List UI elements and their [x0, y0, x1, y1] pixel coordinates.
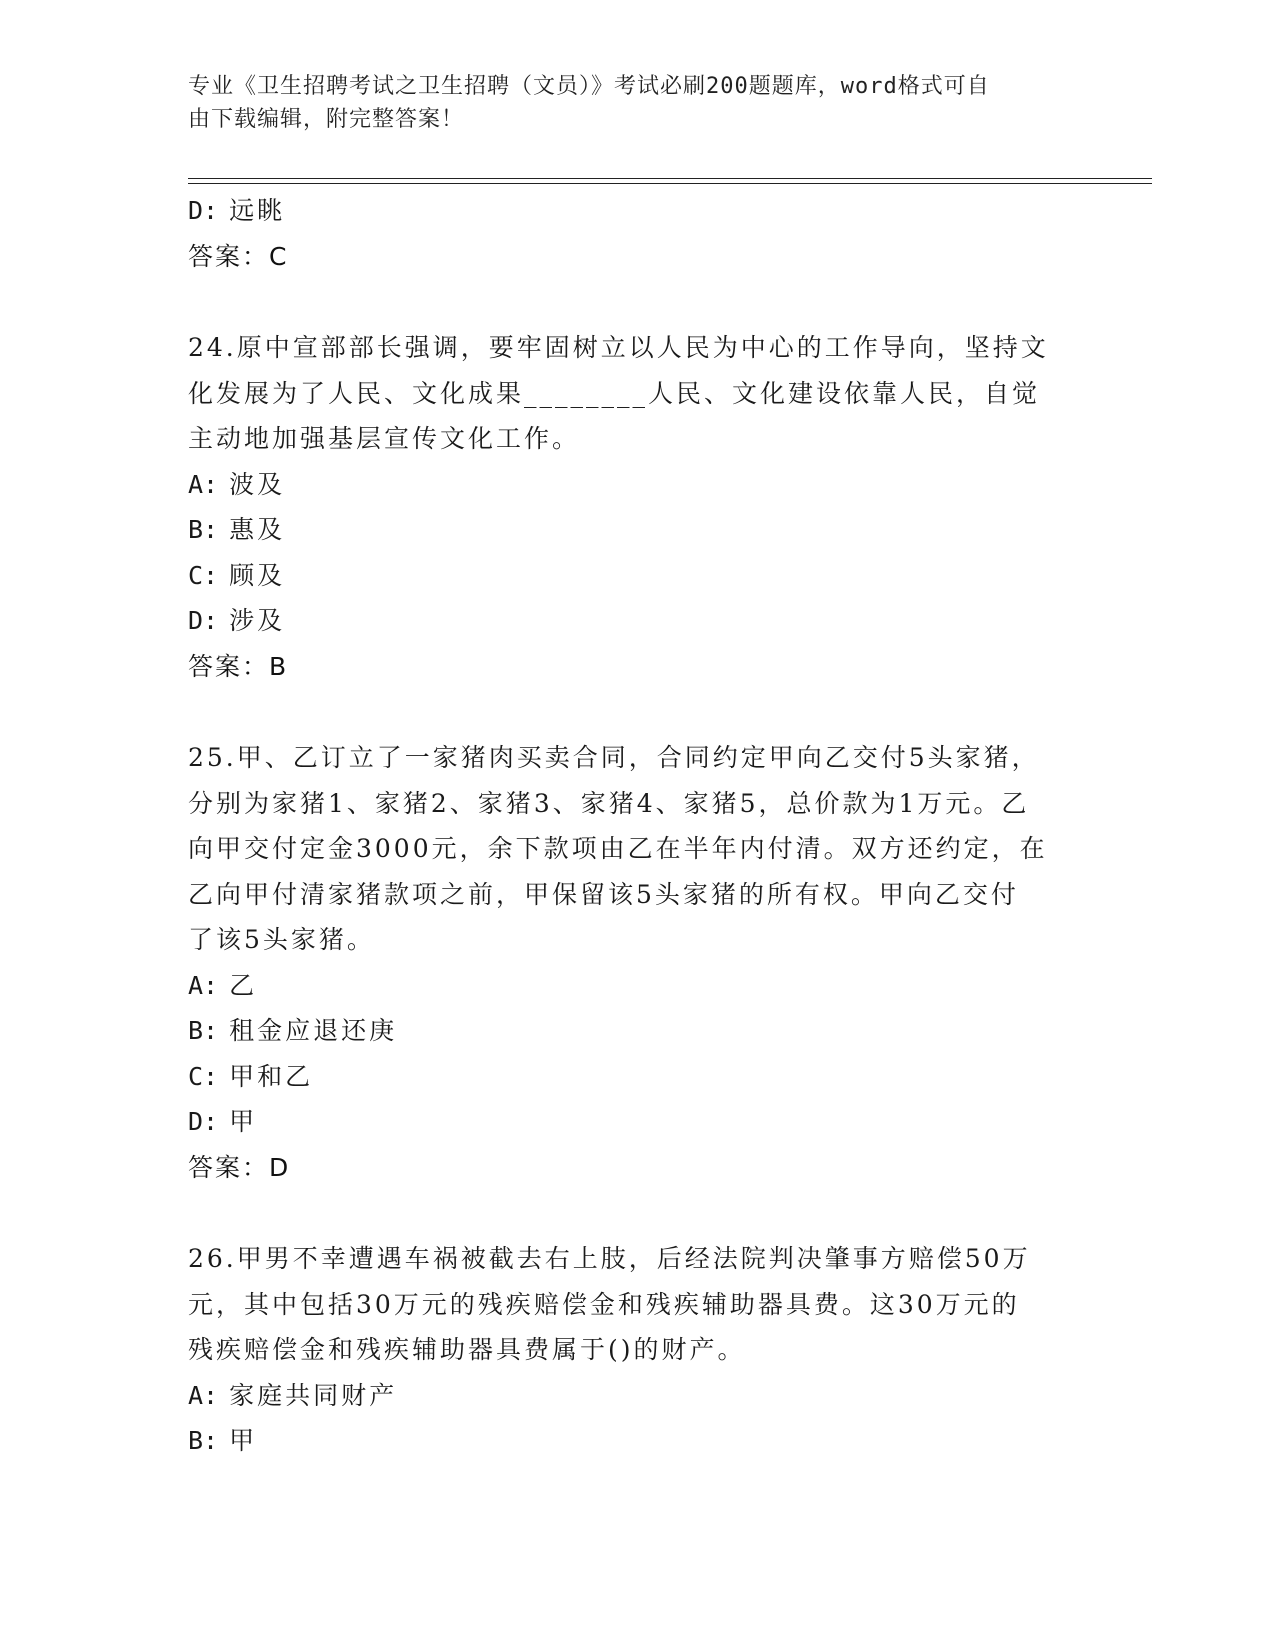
header-line-2: 由下载编辑，附完整答案！: [188, 107, 465, 132]
option-text: 涉及: [229, 606, 286, 635]
header-rule-top: [188, 178, 1152, 179]
q25-answer: 答案：D: [188, 1152, 291, 1182]
option-text: 甲和乙: [229, 1061, 314, 1091]
question-line: 元，其中包括30万元的残疾赔偿金和残疾辅助器具费。这30万元的: [188, 1289, 1020, 1319]
question-24: [188, 325, 1088, 689]
option-key: A:: [188, 1380, 219, 1410]
page-header: [188, 70, 1068, 136]
question-content: [188, 188, 1088, 1464]
question-line: 化发展为了人民、文化成果________人民、文化建设依靠人民，自觉: [188, 378, 1041, 408]
option-text: 波及: [229, 469, 286, 499]
option-key: C:: [188, 1061, 219, 1091]
option-text: 租金应退还庚: [229, 1016, 398, 1045]
option-key: B:: [188, 515, 219, 544]
option-text: 甲: [229, 1107, 258, 1136]
question-line: 了该5头家猪。: [188, 925, 375, 954]
question-line: 分别为家猪1、家猪2、家猪3、家猪4、家猪5，总价款为1万元。乙: [188, 788, 1030, 818]
option-text: 家庭共同财产: [229, 1380, 398, 1410]
option-key: D:: [188, 606, 219, 635]
question-line: 26.甲男不幸遭遇车祸被截去右上肢，后经法院判决肇事方赔偿50万: [188, 1244, 1031, 1273]
q24-option-c: [188, 553, 1088, 599]
question-line: 向甲交付定金3000元，余下款项由乙在半年内付清。双方还约定，在: [188, 834, 1048, 863]
option-key: B:: [188, 1426, 219, 1455]
question-line: 残疾赔偿金和残疾辅助器具费属于()的财产。: [188, 1335, 746, 1364]
q24-option-a: [188, 462, 1088, 508]
option-key: B:: [188, 1016, 219, 1045]
q25-option-d: [188, 1099, 1088, 1145]
q25-option-c: [188, 1054, 1088, 1100]
q26-option-a: [188, 1373, 1088, 1419]
question-26: [188, 1236, 1088, 1464]
q23-answer: 答案：C: [188, 241, 289, 271]
question-line: 主动地加强基层宣传文化工作。: [188, 424, 581, 453]
q24-answer: 答案：B: [188, 651, 289, 681]
question-line: 24.原中宣部部长强调，要牢固树立以人民为中心的工作导向，坚持文: [188, 333, 1049, 362]
option-text: 惠及: [229, 515, 286, 544]
q23-option-d: [188, 188, 1088, 234]
option-key: A:: [188, 469, 219, 499]
option-text: 甲: [229, 1426, 258, 1455]
q25-option-a: [188, 963, 1088, 1009]
q24-option-d: [188, 598, 1088, 644]
question-line: 25.甲、乙订立了一家猪肉买卖合同，合同约定甲向乙交付5头家猪，: [188, 743, 1040, 772]
header-line-1: 专业《卫生招聘考试之卫生招聘（文员）》考试必刷200题题库，word格式可自: [188, 74, 990, 99]
header-rule-bottom: [188, 183, 1152, 184]
option-text: 乙: [229, 970, 258, 1000]
question-line: 乙向甲付清家猪款项之前，甲保留该5头家猪的所有权。甲向乙交付: [188, 879, 1019, 909]
option-text: 远眺: [229, 196, 286, 225]
question-25: [188, 735, 1088, 1190]
option-key: D:: [188, 1107, 219, 1136]
option-key: C:: [188, 560, 219, 590]
q25-option-b: [188, 1008, 1088, 1054]
q24-option-b: [188, 507, 1088, 553]
option-key: D:: [188, 196, 219, 225]
option-text: 顾及: [229, 560, 286, 590]
q26-option-b: [188, 1418, 1088, 1464]
option-key: A:: [188, 970, 219, 1000]
